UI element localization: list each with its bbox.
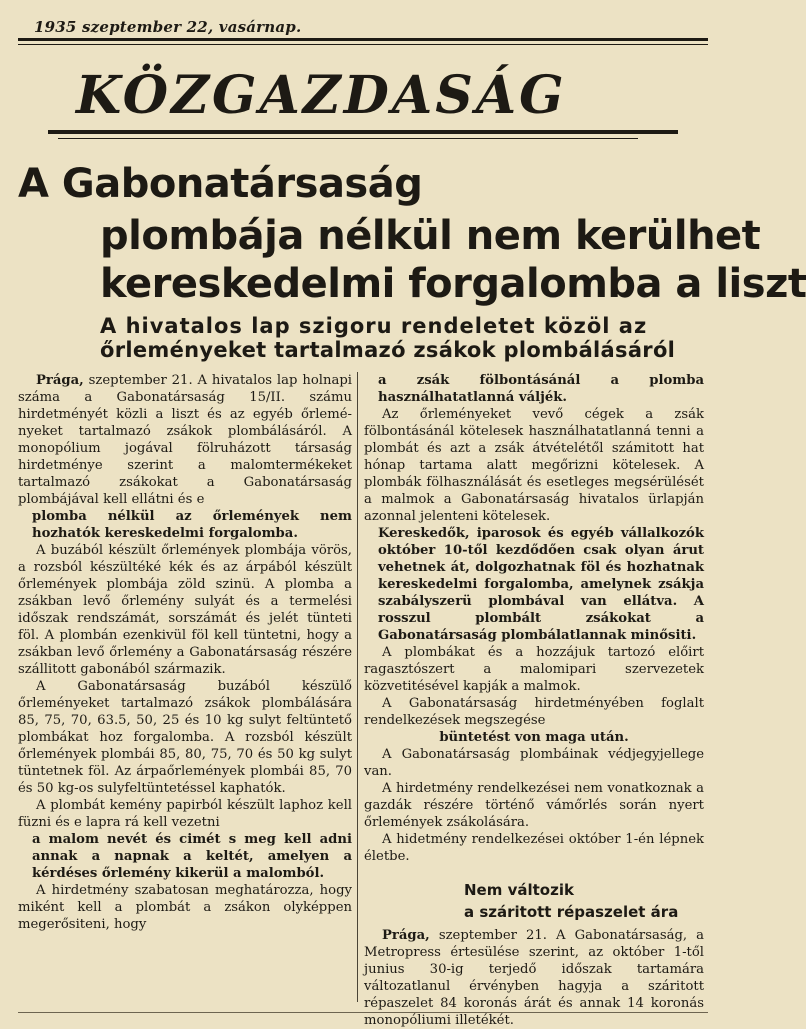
paragraph: A buzából készült őrlemények plombája vörös, a rozsból készültéké kék és az árpából készült őrlemények plombája zöld szinü. A plomba a zsákban levő őrlemény sulyát és a termelési időszak rendszámát, sorszámát és jelét tünteti föl. A plombán ezenkivül föl kell tüntetni, hogy a zsákban levő őrlemény a Gabonatársaság részére szállitott gabonából származik.: [18, 543, 352, 677]
paragraph: Prága, szeptember 21. A hivatalos lap holnapi száma a Gabonatársaság 15/II. számu hirdetményét közli a liszt és az egyéb őrlemé-nyeket tartalmazó zsákok plombálásáról. A monopólium jogával fölruházott társaság hirdetménye szerint a malomtermékeket tartalmazó zsákokat a Gabonatársaság plombájával kell ellátni és e: [18, 373, 352, 507]
paragraph: A Gabonatársaság plombáinak védjegyjellege van.: [364, 747, 704, 779]
bold-paragraph: plomba nélkül az őrlemények nem hozhatók kereskedelmi forgalomba.: [32, 509, 352, 541]
second-headline-line-2: a száritott répaszelet ára: [464, 903, 679, 921]
paragraph: A Gabonatársaság buzából készülő őrleményeket tartalmazó zsákok plombálására 85, 75, 70, 63.5, 50, 25 és 10 kg sulyt feltüntető plombákat hoz forgalomba. A rozsból készült őrlemények plombái 85, 80, 75, 70 és 50 kg sulyt tüntetnek föl. Az árpaőrlemények plombái 85, 70 és 50 kg-os sulyfeltüntetéssel kaphatók.: [18, 679, 352, 796]
bottom-rule: [18, 1012, 708, 1013]
paragraph: A hidetmény rendelkezései október 1-én lépnek életbe.: [364, 832, 704, 864]
header-rule: [18, 38, 708, 41]
headline-line-3: kereskedelmi forgalomba a liszt: [100, 261, 806, 307]
dateline: 1935 szeptember 22, vasárnap.: [34, 18, 302, 36]
section-title: KÖZGAZDASÁG: [76, 65, 567, 126]
paragraph: A plombákat és a hozzájuk tartozó előirt ragasztószert a malomipari szervezetek közvetitésével kapják a malmok.: [364, 645, 704, 694]
bold-paragraph: a malom nevét és cimét s meg kell adni annak a napnak a keltét, amelyen a kérdéses őrlemény kikerül a malomból.: [32, 832, 352, 881]
bold-paragraph: a zsák fölbontásánál a plomba használhatatlanná váljék.: [378, 373, 704, 405]
second-article-paragraph: Prága, szeptember 21. A Gabonatársaság, a Metropress értesülése szerint, az október 1-től junius 30-ig terjedő időszak tartamára változatlanul érvényben hagyja a száritott répaszelet 84 koronás árát és annak 14 koronás monopóliumi illetékét.: [364, 928, 704, 1028]
section-banner: [48, 62, 688, 142]
section-underline-thin: [58, 138, 638, 139]
subheadline-line-1: A hivatalos lap szigoru rendeletet közöl az: [100, 314, 648, 338]
second-article-headline: [364, 879, 704, 923]
paragraph: A hirdetmény rendelkezései nem vonatkoznak a gazdák részére történő vámőrlés során nyert őrlemények zsákolására.: [364, 781, 704, 830]
dateline-lead: Prága,: [36, 373, 84, 388]
second-headline-line-1: Nem változik: [464, 881, 574, 899]
paragraph: A hirdetmény szabatosan meghatározza, hogy miként kell a plombát a zsákon olyképpen megerősiteni, hogy: [18, 883, 352, 932]
paragraph: A Gabonatársaság hirdetményében foglalt rendelkezések megszegése: [364, 696, 704, 728]
article-right-column: [364, 372, 704, 1029]
dateline-lead: Prága,: [382, 928, 430, 943]
article-left-column: [18, 372, 352, 933]
section-underline: [48, 130, 678, 134]
bold-centered-line: büntetést von maga után.: [439, 730, 629, 745]
paragraph: Az őrleményeket vevő cégek a zsák fölbontásánál kötelesek használhatatlanná tenni a plombát és azt a zsák átvételétől számitott hat hónap tartama alatt megőrizni kötelesek. A plombák fölhasználását és esetleges megsérülését a malmok a Gabonatársaság hivatalos ürlapján azonnal jelenteni kötelesek.: [364, 407, 704, 524]
paragraph: A plombát kemény papirból készült laphoz kell füzni és e lapra rá kell vezetni: [18, 798, 352, 830]
column-divider: [357, 372, 358, 1002]
headline-line-2: plombája nélkül nem kerülhet: [100, 213, 761, 259]
headline-line-1: A Gabonatársaság: [18, 161, 423, 207]
subheadline-line-2: őrleményeket tartalmazó zsákok plombálásáról: [100, 338, 676, 362]
header-rule-thin: [18, 44, 708, 45]
bold-paragraph: Kereskedők, iparosok és egyéb vállalkozók október 10-től kezdődően csak olyan árut vehetnek át, dolgozhatnak föl és hozhatnak kereskedelmi forgalomba, amelynek zsákja szabályszerü plombával van ellátva. A rosszul plombált zsákokat a Gabonatársaság plombálatlannak minősiti.: [378, 526, 704, 643]
